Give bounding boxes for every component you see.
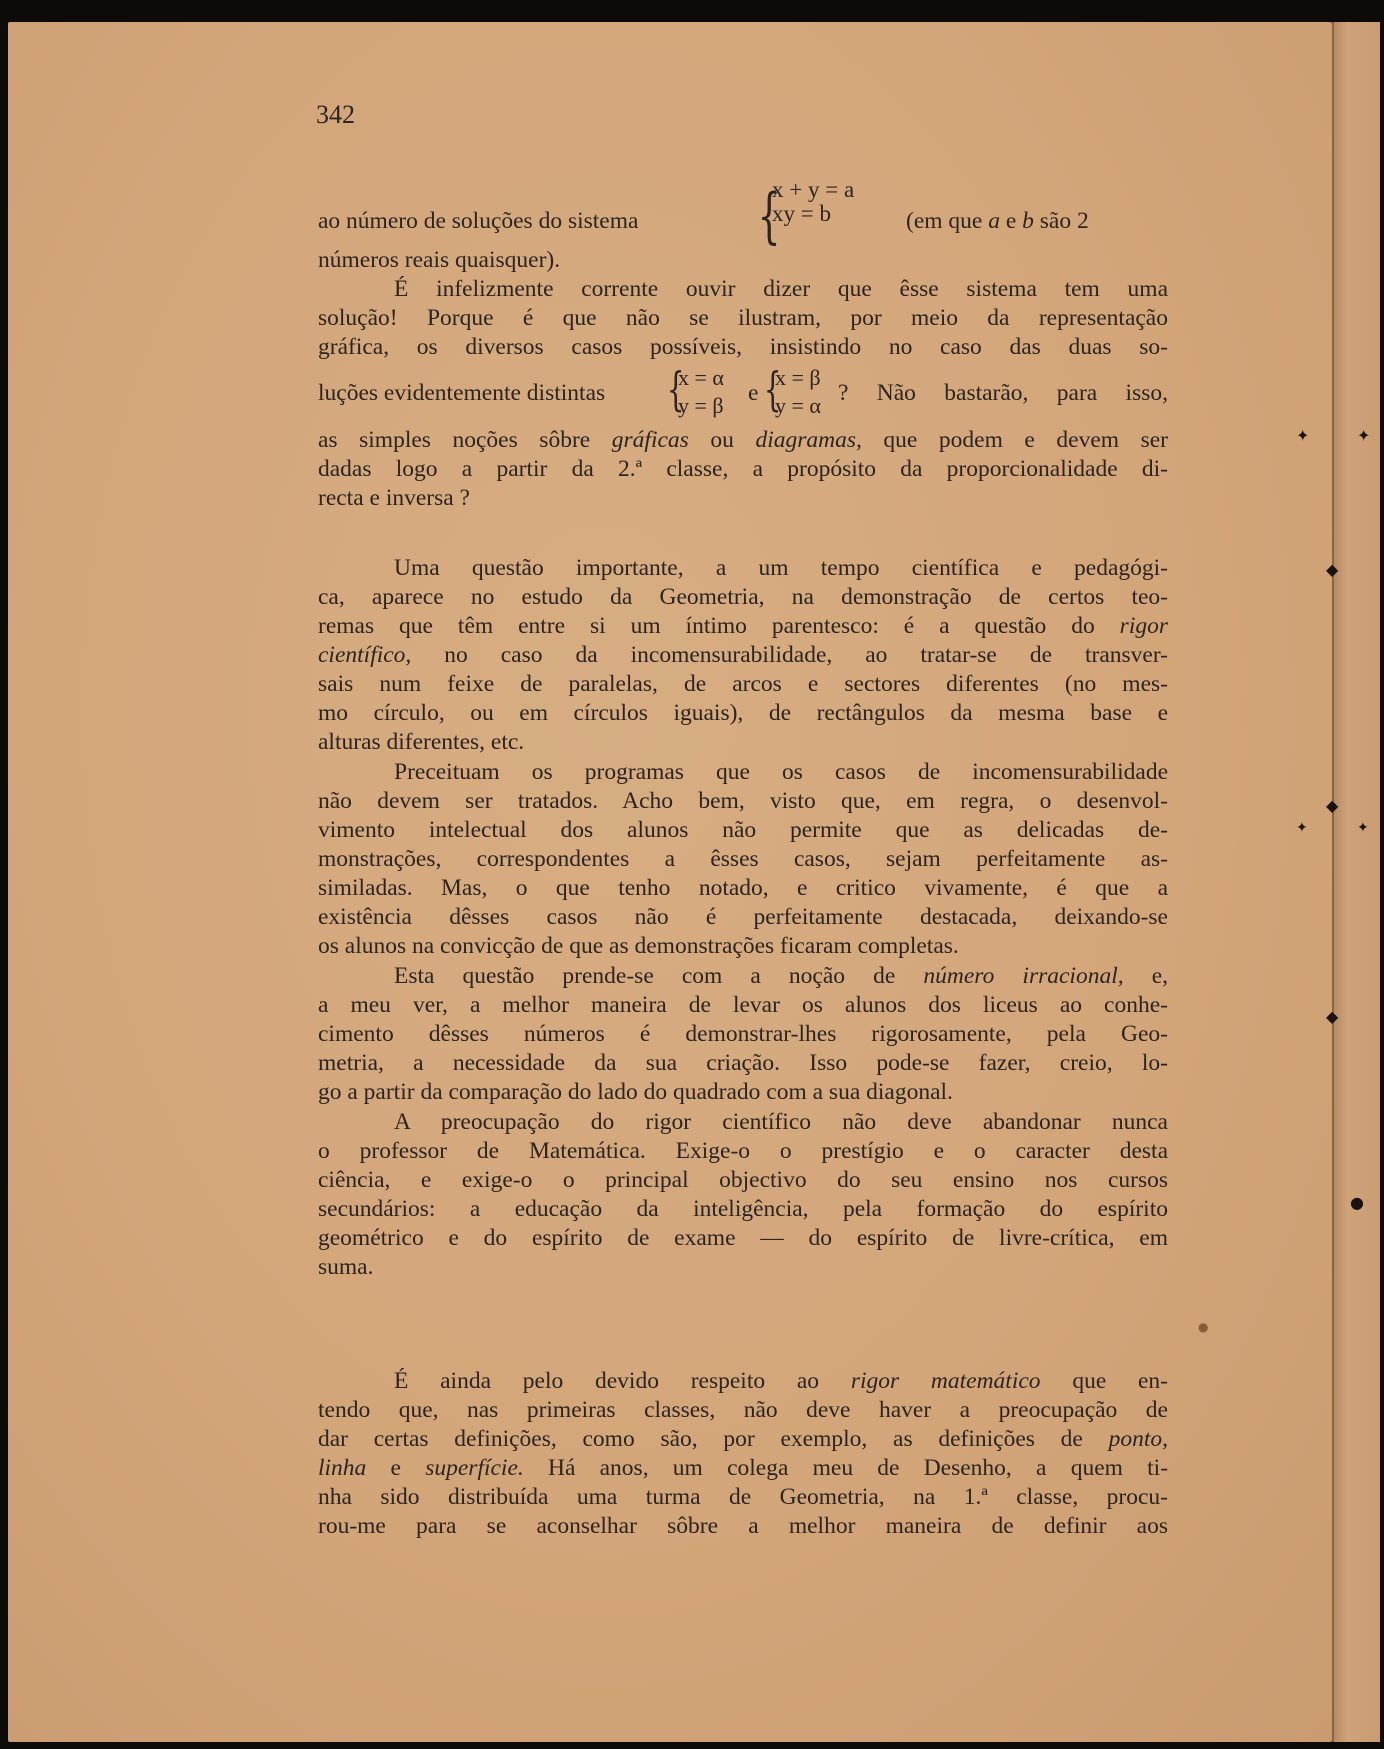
margin-mark-icon: ✦ xyxy=(1357,820,1369,836)
margin-mark-icon: ✦ xyxy=(1357,426,1371,445)
para6-line-2: tendo que, nas primeiras classes, não deve haver a preocupação de xyxy=(318,1397,1168,1423)
line-9: recta e inversa ? xyxy=(318,485,470,511)
line-2: números reais quaisquer). xyxy=(318,247,561,273)
line-7: as simples noções sôbre gráficas ou diagramas, que podem e devem ser xyxy=(318,427,1169,453)
para3-line-6: existência dêsses casos não é perfeitamente destacada, deixando-se xyxy=(318,904,1168,930)
margin-mark-icon: ✦ xyxy=(1296,820,1308,836)
para2-line-5: sais num feixe de paralelas, de arcos e sectores diferentes (no mes- xyxy=(318,671,1168,697)
para6-line-5: nha sido distribuída uma turma de Geometria, na 1.ª classe, procu- xyxy=(318,1484,1168,1510)
line-1: ao número de soluções do sistema xyxy=(318,208,639,234)
para6-line-1: É ainda pelo devido respeito ao rigor matemático que en- xyxy=(394,1368,1169,1394)
para5-line-4: secundários: a educação da inteligência, pela formação do espírito xyxy=(318,1196,1168,1222)
line-3: É infelizmente corrente ouvir dizer que êsse sistema tem uma xyxy=(394,276,1168,302)
para4-line-3: cimento dêsses números é demonstrar-lhes rigorosamente, pela Geo- xyxy=(318,1021,1168,1047)
para2-line-7: alturas diferentes, etc. xyxy=(318,729,525,755)
line-6-tail: ? Não bastarão, para isso, xyxy=(838,380,1168,406)
margin-mark-icon: ✦ xyxy=(1296,426,1310,445)
system-2-equation-1: x = α xyxy=(678,365,724,390)
para5-line-2: o professor de Matemática. Exige-o o prestígio e o caracter desta xyxy=(318,1138,1168,1164)
para3-line-1: Preceituam os programas que os casos de incomensurabilidade xyxy=(394,759,1168,785)
para3-line-7: os alunos na convicção de que as demonstrações ficaram completas. xyxy=(318,933,959,959)
para6-line-6: rou-me para se aconselhar sôbre a melhor maneira de definir aos xyxy=(318,1513,1168,1539)
para4-line-2: a meu ver, a melhor maneira de levar os alunos dos liceus ao conhe- xyxy=(318,992,1168,1018)
para3-line-3: vimento intelectual dos alunos não permite que as delicadas de- xyxy=(318,817,1168,843)
margin-mark-icon: ◆ xyxy=(1326,560,1339,579)
line-1-tail: (em que a e b são 2 xyxy=(906,208,1089,234)
line-6-conjunction: e xyxy=(748,380,759,406)
para2-line-1: Uma questão importante, a um tempo científica e pedagógi- xyxy=(394,555,1168,581)
para2-line-6: mo círculo, ou em círculos iguais), de rectângulos da mesma base e xyxy=(318,700,1168,726)
system-equation-1: x + y = a xyxy=(772,177,855,202)
para3-line-5: similadas. Mas, o que tenho notado, e critico vivamente, é que a xyxy=(318,875,1168,901)
para6-line-4: linha e superfície. Há anos, um colega meu de Desenho, a quem ti- xyxy=(318,1455,1169,1481)
brace-icon: { xyxy=(666,362,685,416)
system-3-equation-1: x = β xyxy=(775,365,821,390)
para6-line-3: dar certas definições, como são, por exemplo, as definições de ponto, xyxy=(318,1426,1168,1452)
para2-line-4: científico, no caso da incomensurabilidade, ao tratar-se de transver- xyxy=(318,642,1169,668)
para5-line-5: geométrico e do espírito de exame — do espírito de livre-crítica, em xyxy=(318,1225,1168,1251)
margin-mark-icon: ● xyxy=(1198,1320,1209,1334)
system-3-equation-2: y = α xyxy=(775,393,821,418)
brace-icon: { xyxy=(757,181,781,251)
margin-mark-icon: ● xyxy=(1350,1193,1364,1212)
page-number: 342 xyxy=(316,100,355,129)
brace-icon: { xyxy=(763,362,782,416)
system-2-equation-2: y = β xyxy=(678,393,724,418)
next-page-edge xyxy=(1332,22,1380,1742)
line-8: dadas logo a partir da 2.ª classe, a propósito da proporcionalidade di- xyxy=(318,456,1168,482)
para5-line-3: ciência, e exige-o o principal objectivo do seu ensino nos cursos xyxy=(318,1167,1168,1193)
margin-mark-icon: ◆ xyxy=(1326,796,1339,815)
para2-line-3: remas que têm entre si um íntimo parentesco: é a questão do rigor xyxy=(318,613,1168,639)
para3-line-4: monstrações, correspondentes a êsses casos, sejam perfeitamente as- xyxy=(318,846,1168,872)
margin-mark-icon: ◆ xyxy=(1326,1007,1339,1026)
para4-line-5: go a partir da comparação do lado do quadrado com a sua diagonal. xyxy=(318,1079,953,1105)
line-6: luções evidentemente distintas xyxy=(318,380,606,406)
para5-line-6: suma. xyxy=(318,1254,374,1280)
system-equation-2: xy = b xyxy=(772,201,831,226)
para4-line-1: Esta questão prende-se com a noção de número irracional, e, xyxy=(394,963,1169,989)
para4-line-4: metria, a necessidade da sua criação. Isso pode-se fazer, creio, lo- xyxy=(318,1050,1168,1076)
para2-line-2: ca, aparece no estudo da Geometria, na demonstração de certos teo- xyxy=(318,584,1168,610)
line-4: solução! Porque é que não se ilustram, por meio da representação xyxy=(318,305,1168,331)
line-5: gráfica, os diversos casos possíveis, insistindo no caso das duas so- xyxy=(318,334,1168,360)
para3-line-2: não devem ser tratados. Acho bem, visto que, em regra, o desenvol- xyxy=(318,788,1168,814)
para5-line-1: A preocupação do rigor científico não deve abandonar nunca xyxy=(394,1109,1168,1135)
